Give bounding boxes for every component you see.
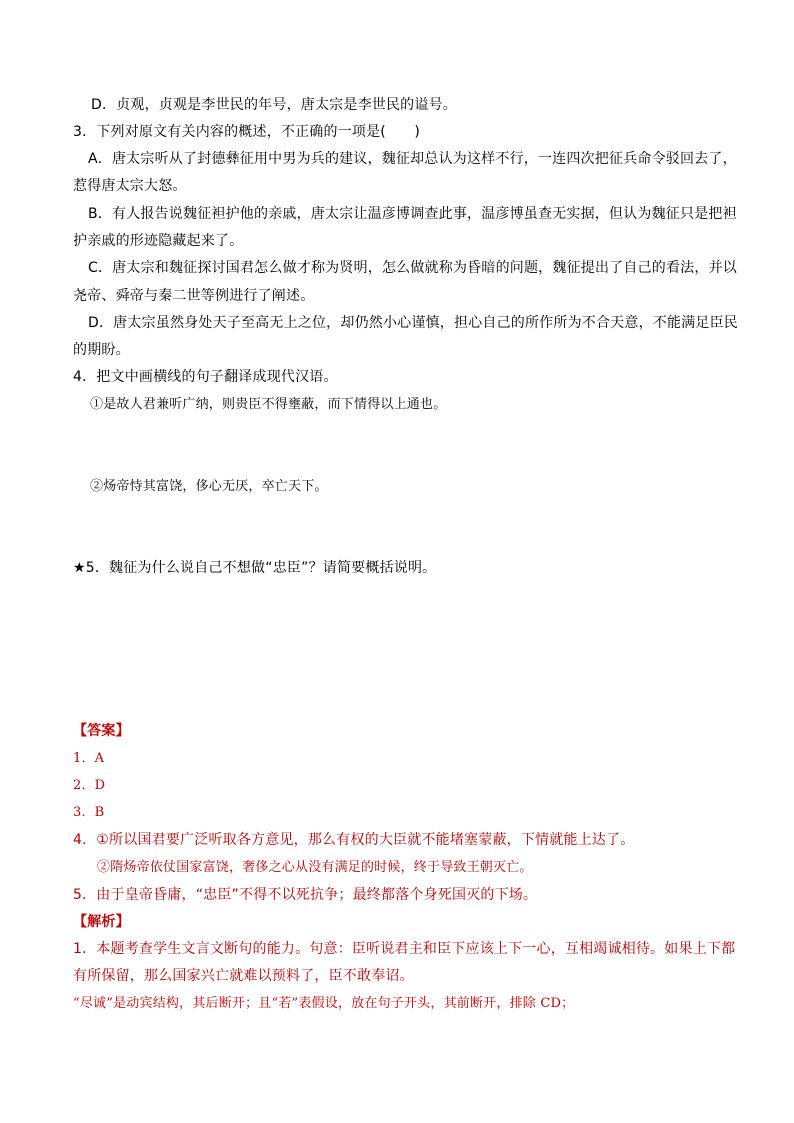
answer-5: 5．由于皇帝昏庸，“忠臣”不得不以死抗争；最终都落个身死国灭的下场。 bbox=[73, 887, 538, 903]
q2-option-d: D．贞观，贞观是李世民的年号，唐太宗是李世民的谥号。 bbox=[91, 97, 457, 113]
q3-stem: 3．下列对原文有关内容的概述，不正确的一项是( ) bbox=[73, 124, 421, 140]
analysis-heading: 【解析】 bbox=[73, 914, 130, 930]
analysis-line-3: “尽诚”是动宾结构，其后断开；且“若”表假设，放在句子开头，其前断开，排除 CD； bbox=[73, 996, 575, 1011]
analysis-line-1: 1．本题考查学生文言文断句的能力。句意：臣听说君主和臣下应该上下一心，互相竭诚相待。如果上下都 bbox=[73, 941, 736, 957]
q3-option-b-line1: B．有人报告说魏征袒护他的亲戚，唐太宗让温彦博调查此事，温彦博虽查无实据，但认为魏征只是把袒 bbox=[88, 206, 737, 222]
q3-option-c-line2: 尧帝、舜帝与秦二世等例进行了阐述。 bbox=[73, 288, 315, 304]
q3-option-a-line2: 惹得唐太宗大怒。 bbox=[73, 178, 187, 194]
q3-option-a-line1: A．唐太宗听从了封德彝征用中男为兵的建议，魏征却总认为这样不行，一连四次把征兵命令驳回去了， bbox=[88, 151, 737, 167]
answers-heading: 【答案】 bbox=[73, 723, 130, 739]
q5-stem: ★5．魏征为什么说自己不想做“忠臣”？请简要概括说明。 bbox=[73, 560, 437, 576]
answer-4-part1: 4．①所以国君要广泛听取各方意见，那么有权的大臣就不能堵塞蒙蔽，下情就能上达了。 bbox=[73, 832, 635, 848]
analysis-line-2: 有所保留，那么国家兴亡就难以预料了，臣不敢奉诏。 bbox=[73, 968, 414, 984]
q4-stem: 4．把文中画横线的句子翻译成现代汉语。 bbox=[73, 369, 338, 385]
answer-2: 2．D bbox=[73, 778, 106, 793]
q3-option-b-line2: 护亲戚的形迹隐藏起来了。 bbox=[73, 233, 244, 249]
q3-option-c-line1: C．唐太宗和魏征探讨国君怎么做才称为贤明，怎么做就称为昏暗的问题，魏征提出了自己的看法，并以 bbox=[88, 260, 737, 276]
q3-option-d-line2: 的期盼。 bbox=[73, 342, 130, 358]
answer-1: 1．A bbox=[73, 751, 105, 766]
answer-4-part2: ②隋炀帝依仗国家富饶，奢侈之心从没有满足的时候，终于导致王朝灭亡。 bbox=[97, 860, 533, 875]
q3-option-d-line1: D．唐太宗虽然身处天子至高无上之位，却仍然小心谨慎，担心自己的所作所为不合天意，不能满足臣民 bbox=[88, 315, 738, 331]
answer-3: 3．B bbox=[73, 805, 105, 820]
q4-sentence-1: ①是故人君兼听广纳，则贵臣不得壅蔽，而下情得以上通也。 bbox=[90, 397, 447, 412]
q4-sentence-2: ②炀帝恃其富饶，侈心无厌，卒亡天下。 bbox=[90, 479, 328, 494]
